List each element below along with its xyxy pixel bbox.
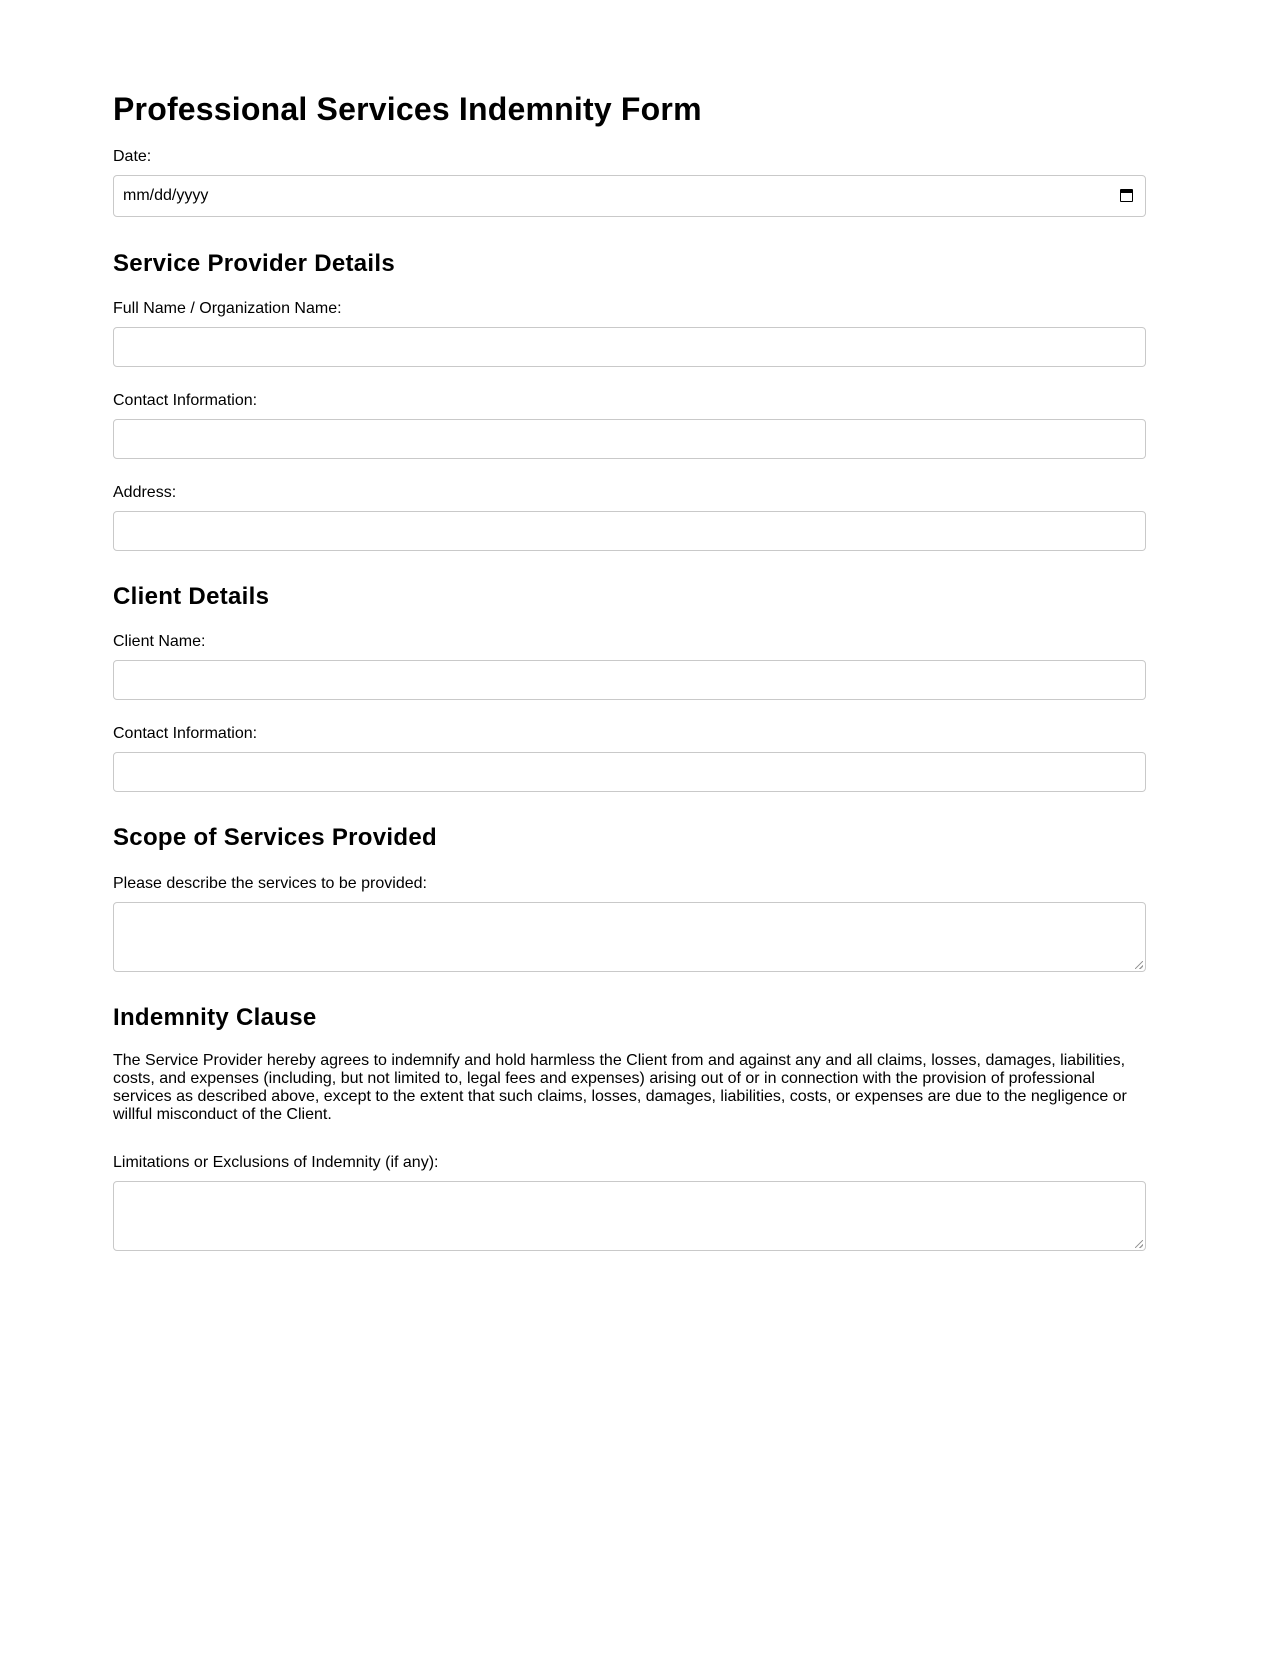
- date-input[interactable]: [113, 175, 1146, 217]
- client-contact-input[interactable]: [113, 752, 1146, 792]
- date-label: Date:: [113, 148, 152, 165]
- provider-address-label: Address:: [113, 484, 177, 501]
- client-name-input[interactable]: [113, 660, 1146, 700]
- calendar-icon[interactable]: [1120, 189, 1133, 202]
- indemnity-clause-heading: Indemnity Clause: [113, 1004, 317, 1031]
- client-details-heading: Client Details: [113, 583, 270, 610]
- limitations-textarea[interactable]: [113, 1181, 1146, 1251]
- limitations-label: Limitations or Exclusions of Indemnity (if any):: [113, 1154, 439, 1171]
- services-description-textarea[interactable]: [113, 902, 1146, 972]
- provider-name-label: Full Name / Organization Name:: [113, 300, 342, 317]
- resize-handle-icon[interactable]: [1135, 961, 1143, 969]
- provider-contact-input[interactable]: [113, 419, 1146, 459]
- provider-contact-label: Contact Information:: [113, 392, 258, 409]
- page-title: Professional Services Indemnity Form: [113, 91, 702, 127]
- client-name-label: Client Name:: [113, 633, 206, 650]
- services-description-label: Please describe the services to be provided:: [113, 875, 427, 892]
- client-contact-label: Contact Information:: [113, 725, 258, 742]
- service-provider-heading: Service Provider Details: [113, 250, 396, 277]
- resize-handle-icon[interactable]: [1135, 1240, 1143, 1248]
- provider-name-input[interactable]: [113, 327, 1146, 367]
- scope-heading: Scope of Services Provided: [113, 824, 437, 851]
- provider-address-input[interactable]: [113, 511, 1146, 551]
- indemnity-clause-text: The Service Provider hereby agrees to indemnify and hold harmless the Client from and against any and all claims, losses, damages, liabilities, costs, and expenses (including, but not limited to, legal fees and expenses) arising out of or in connection with the provision of professional services as described above, except to the extent that such claims, losses, damages, liabilities, costs, or expenses are due to the negligence or willful misconduct of the Client.: [113, 1052, 1127, 1123]
- date-placeholder: mm/dd/yyyy: [123, 187, 209, 204]
